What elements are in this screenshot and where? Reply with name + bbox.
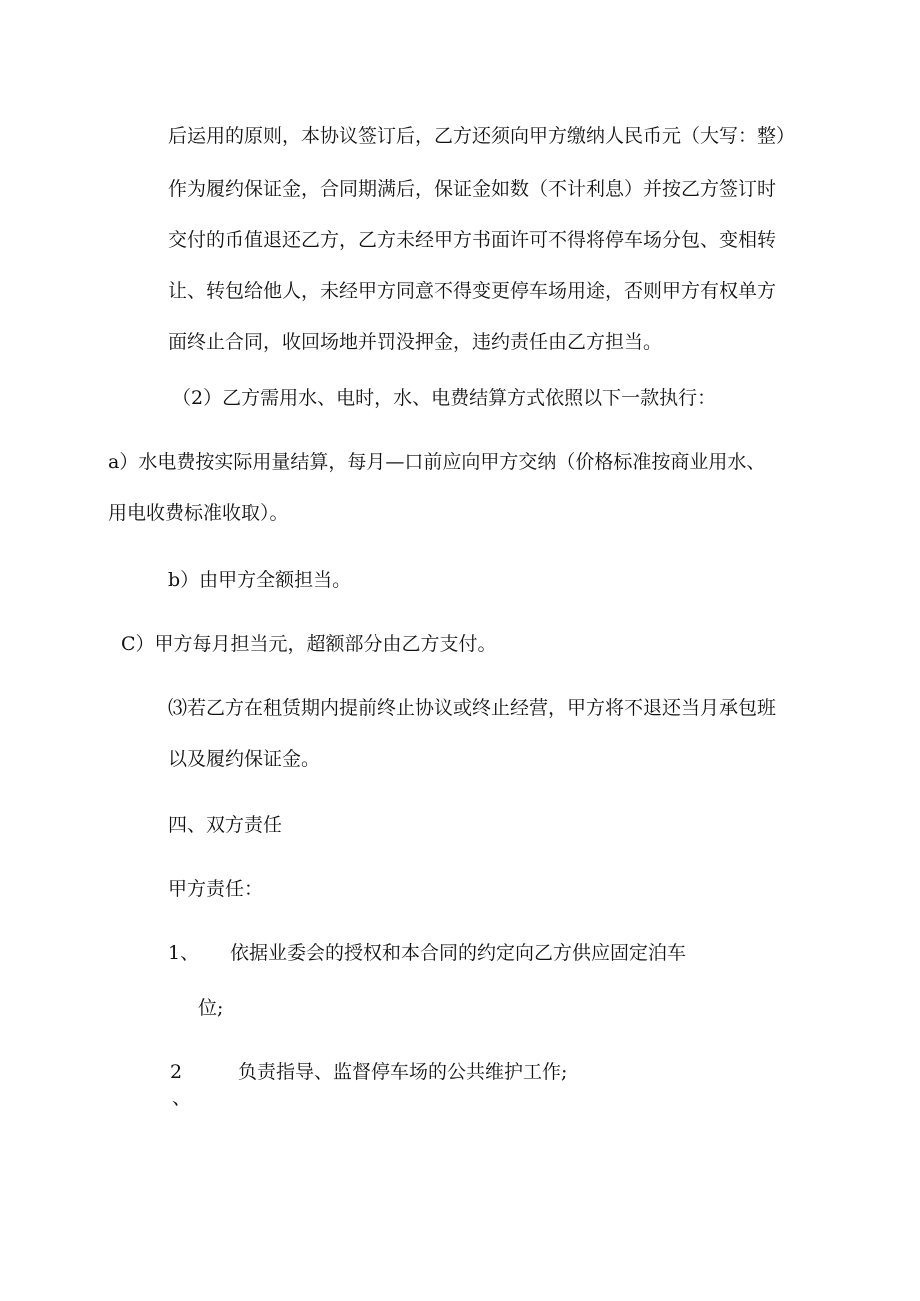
- item-1-text: 依据业委会的授权和本合同的约定向乙方供应固定泊车: [230, 942, 687, 964]
- section-heading: 四、双方责任: [168, 814, 283, 836]
- item-2-mark: 、: [172, 1087, 192, 1109]
- item-2-number: 2: [170, 1061, 183, 1083]
- item-1-continuation: 位;: [198, 997, 224, 1019]
- paragraph-line: 交付的币值退还乙方，乙方未经甲方书面许可不得将停车场分包、变相转: [168, 229, 777, 251]
- item-2-text: 负责指导、监督停车场的公共维护工作;: [238, 1061, 568, 1083]
- option-b: b）由甲方全额担当。: [168, 569, 352, 591]
- paragraph-line: 后运用的原则，本协议签订后，乙方还须向甲方缴纳人民币元（大写：整）: [168, 125, 796, 147]
- item-1-number: 1、: [168, 942, 200, 964]
- paragraph-line: 面终止合同，收回场地并罚没押金，违约责任由乙方担当。: [168, 331, 663, 353]
- clause-3-line: 以及履约保证金。: [168, 748, 321, 770]
- party-a-heading: 甲方责任：: [168, 878, 264, 900]
- option-c: C）甲方每月担当元，超额部分由乙方支付。: [121, 633, 497, 655]
- option-a-line: a）水电费按实际用量结算，每月—口前应向甲方交纳（价格标准按商业用水、: [108, 451, 766, 473]
- option-a-line: 用电收费标准收取）。: [108, 502, 289, 524]
- paragraph-line: 让、转包给他人，未经甲方同意不得变更停车场用途，否则甲方有权单方: [168, 280, 777, 302]
- clause-2: （2）乙方需用水、电时，水、电费结算方式依照以下一款执行：: [172, 387, 717, 409]
- paragraph-line: 作为履约保证金，合同期满后，保证金如数（不计利息）并按乙方签订时: [168, 178, 777, 200]
- clause-3-line: ⑶若乙方在租赁期内提前终止协议或终止经营，甲方将不退还当月承包班: [168, 697, 777, 719]
